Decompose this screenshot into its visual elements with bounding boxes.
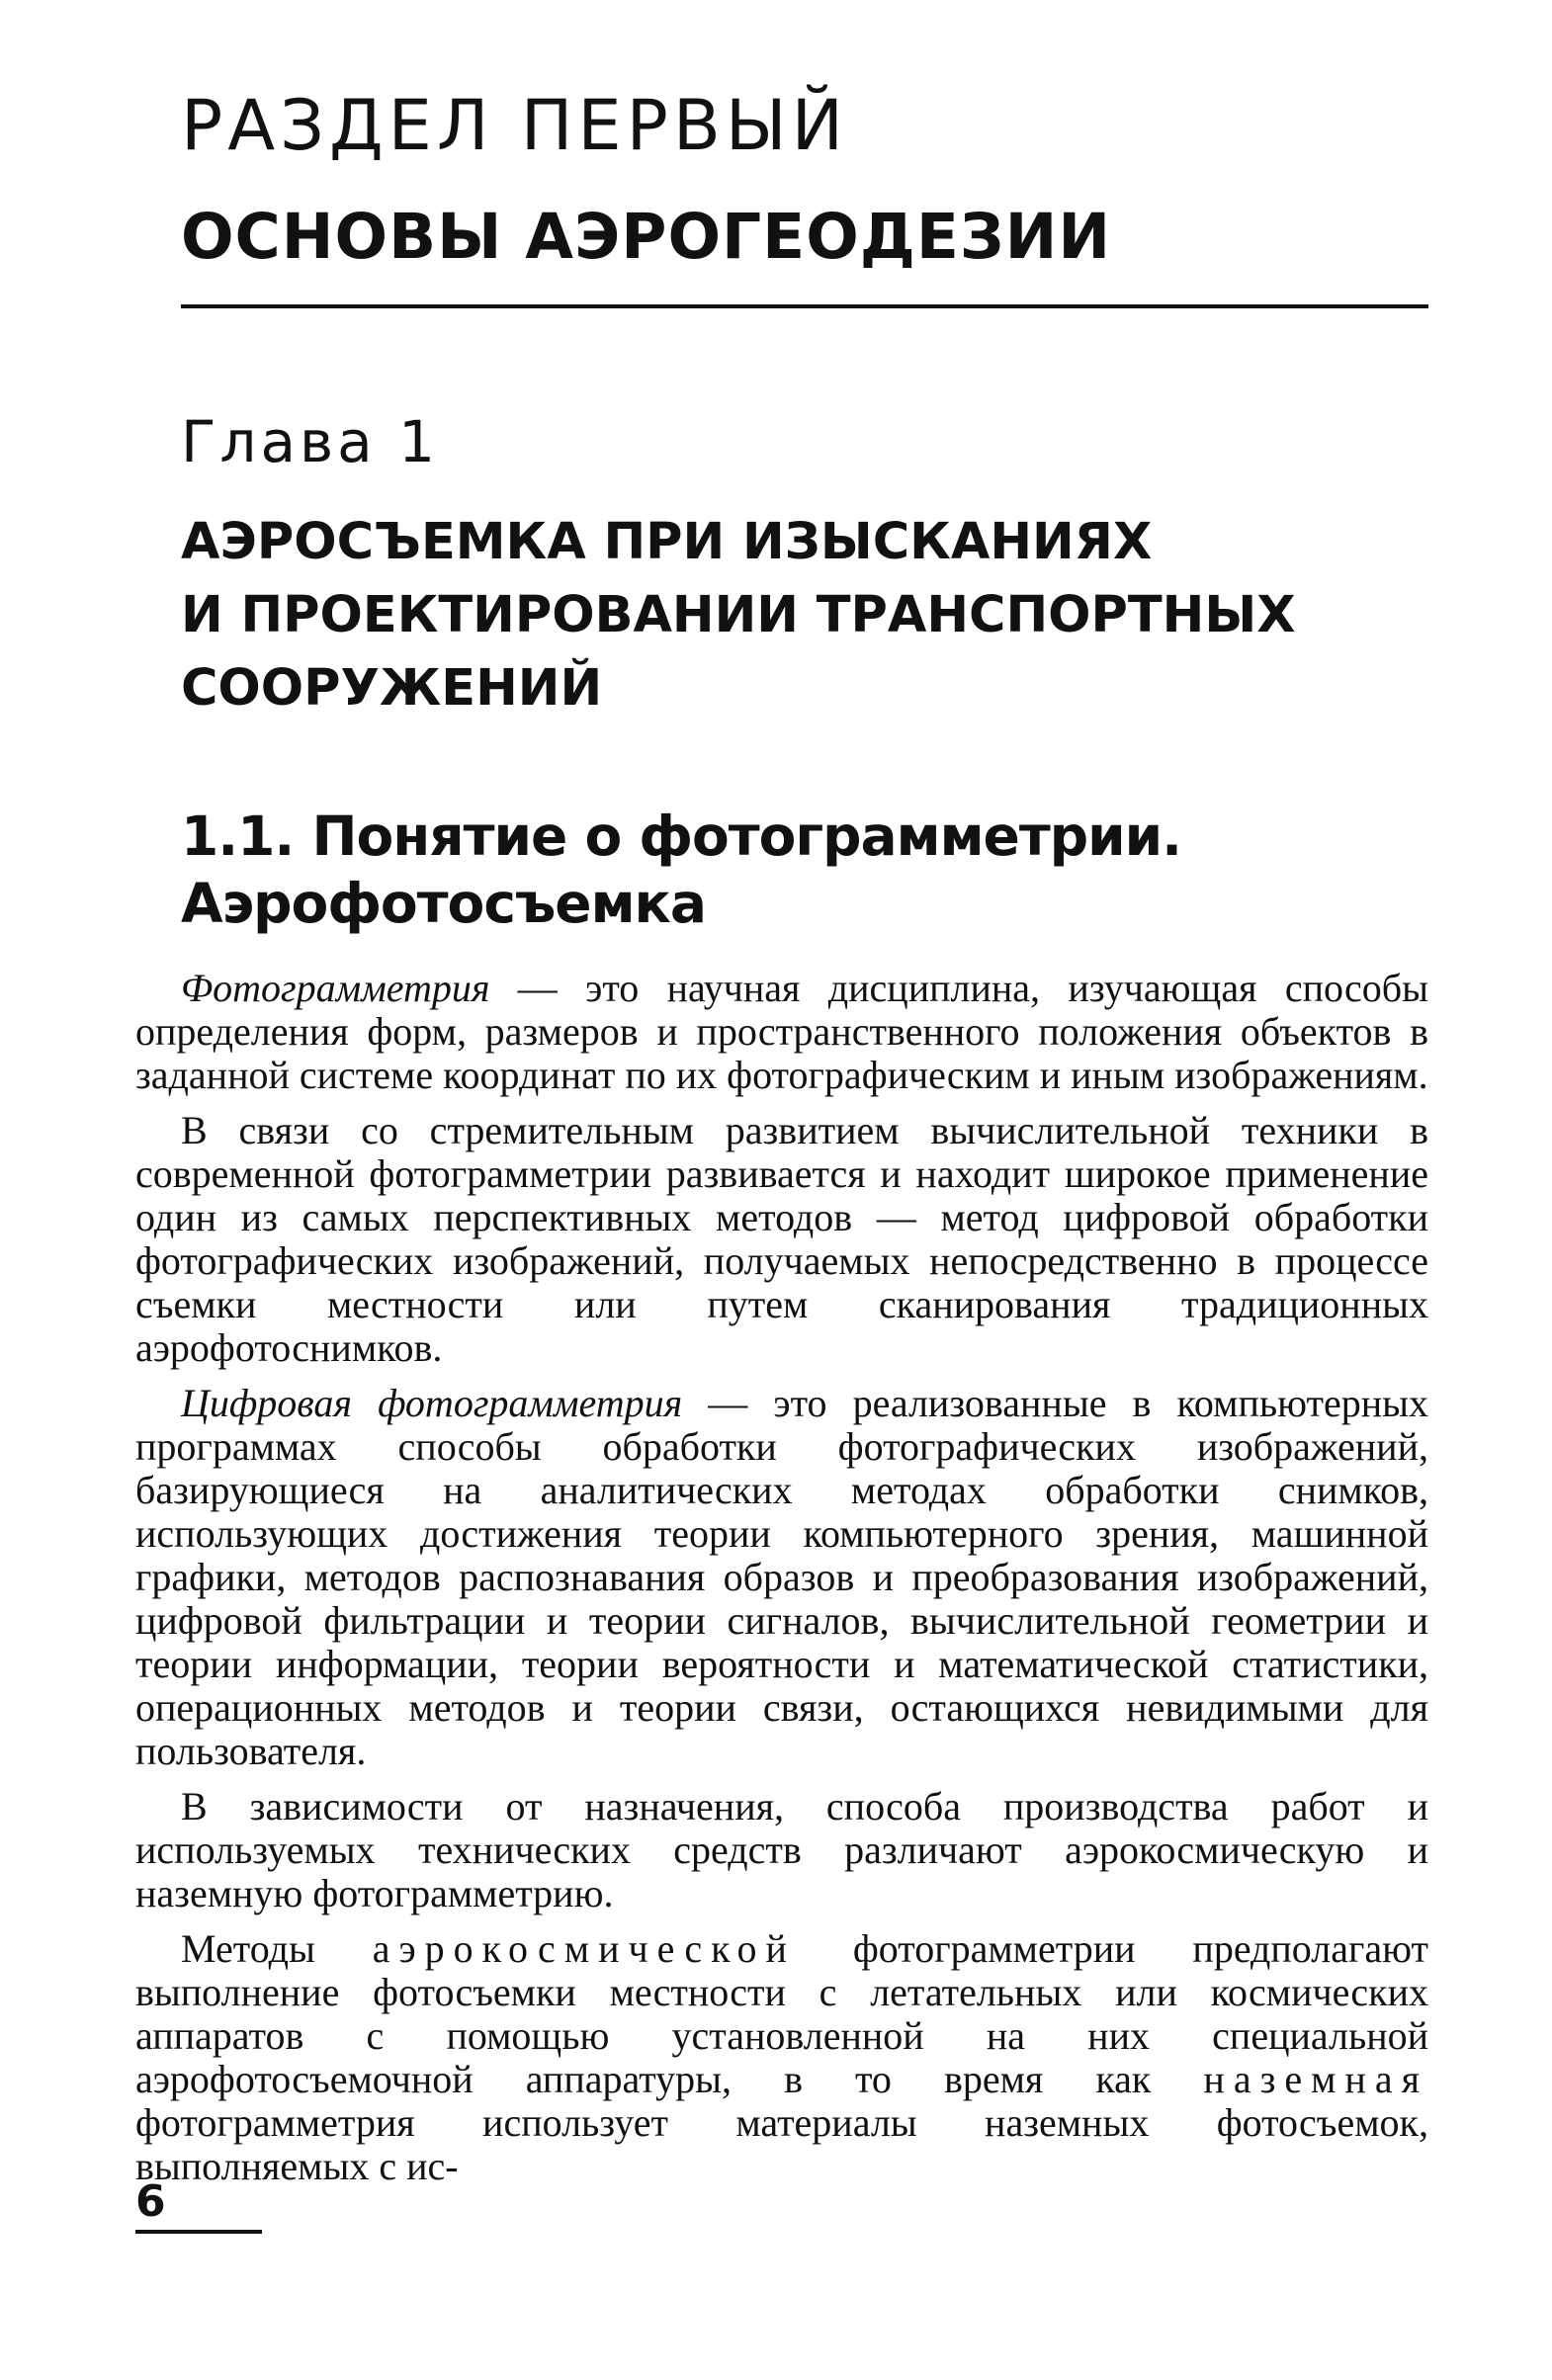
paragraph-definition-digital-photogrammetry [135,1382,1428,1773]
chapter-title-line: И ПРОЕКТИРОВАНИИ ТРАНСПОРТНЫХ [181,586,1296,644]
term-digital-photogrammetry: Цифровая фотограмметрия [181,1381,683,1425]
subsection-title-line: 1.1. Понятие о фотограмметрии. [181,805,1182,868]
page-number-underline [135,2230,262,2234]
paragraph-text: В зависимости от назначения, способа производства работ и используемых технических средств различают аэрокосмическую и наземную фотограмметрию. [135,1784,1428,1915]
paragraph-text: фотограмметрия использует материалы наземных фотосъемок, выполняемых с ис- [135,2100,1428,2188]
term-photogrammetry: Фотограмметрия [181,966,490,1010]
chapter-title [181,506,1428,725]
spaced-term-aerospace: аэрокосмической [372,1926,796,1971]
body-text [135,967,1428,2200]
paragraph-classification [135,1785,1428,1915]
paragraph-text: — это научная дисциплина, изучающая способы определения форм, размеров и пространственного положения объектов в заданной системе координат по их фотографическим и иным изображениям. [135,966,1428,1097]
section-label: РАЗДЕЛ ПЕРВЫЙ [181,85,849,166]
paragraph-definition-photogrammetry [135,967,1428,1097]
paragraph-text: — это реализованные в компьютерных программах способы обработки фотографических изображений, базирующиеся на аналитических методах обработки снимков, использующих достижения теории компьютерного зрения, машинной графики, методов распознавания образов и преобразования изображений, цифровой фильтрации и теории сигналов, вычислительной геометрии и теории информации, теории вероятности и математической статистики, операционных методов и теории связи, остающихся невидимыми для пользователя. [135,1381,1429,1773]
paragraph-text: фотограмметрии предполагают выполнение фотосъемки местности с летательных или космических аппаратов с помощью установленной на них специальной аэрофотосъемочной аппаратуры, в то время как [135,1926,1428,2101]
chapter-label: Глава 1 [181,408,440,475]
subsection-title [181,803,1428,937]
paragraph-digital-methods [135,1109,1428,1370]
paragraph-text: Методы [181,1926,373,1971]
chapter-title-line: СООРУЖЕНИЙ [181,659,603,718]
page-number: 6 [135,2176,166,2227]
paragraph-text: В связи со стремительным развитием вычислительной техники в современной фотограмметрии развивается и находит широкое применение один из самых перспективных методов — метод цифровой обработки фотографических изображений, получаемых непосредственно в процессе съемки местности или путем сканирования традиционных аэрофотоснимков. [135,1108,1428,1370]
section-divider [181,304,1428,308]
paragraph-aerospace-vs-terrestrial [135,1927,1428,2188]
section-title: ОСНОВЫ АЭРОГЕОДЕЗИИ [181,201,1112,273]
chapter-title-line: АЭРОСЪЕМКА ПРИ ИЗЫСКАНИЯХ [181,513,1153,571]
subsection-title-line: Аэрофотосъемка [181,872,706,935]
spaced-term-terrestrial: наземная [1203,2057,1428,2101]
